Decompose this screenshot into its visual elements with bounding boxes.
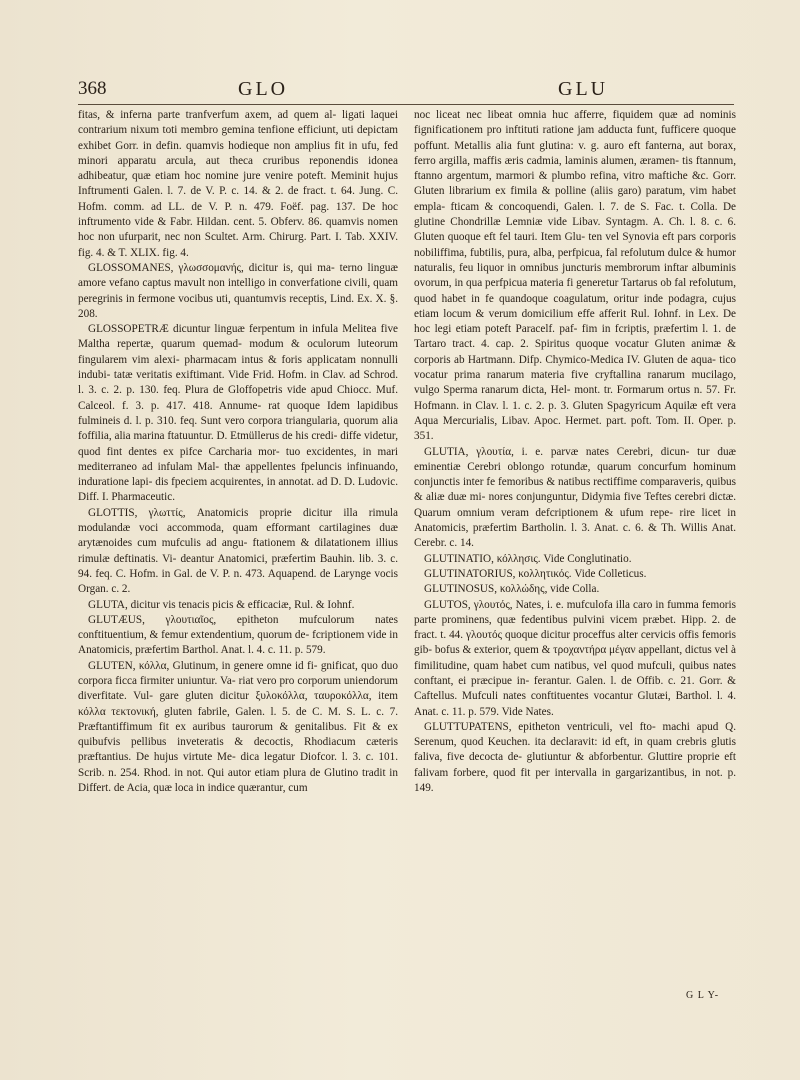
page-number: 368	[78, 78, 107, 99]
header-rule	[78, 104, 734, 105]
entry-paragraph: fitas, & inferna parte tranfverfum axem, ad quem al- ligati laquei contrarium nixum toti membro gemina tenfione efficiunt, uti depictam exhibet Gorr. in defin. quamvis hodieque non amplius fit in ufu, fed minori apparatu arcula, aut theca cruribus reponendis idonea adhibeatur, quæ etiam hoc nomine jure venire poteft. Meminit hujus Inftrumenti Galen. l. 7. de V. P. c. 14. & 2. de fract. t. 64. Jung. C. Hofm. comm. ad LL. de V. P. n. 479. Foëf. pag. 137. De hoc inftrumento vide & Fabr. Hildan. cent. 5. Obferv. 86. quamvis nomen hoc non ufurparit, nec non Scultet. Arm. Chirurg. Part. I. Tab. XXIV. fig. 4. & T. XLIX. fig. 4.	[78, 109, 398, 259]
entry-glutos: GLUTOS, γλουτός, Nates, i. e. mufculofa illa caro in fumma femoris parte prominens, quæ fedentibus pulvini vicem præbet. Hipp. 2. de fract. t. 44. γλουτός quoque dicitur proceffus alter cervicis offis femoris gib- bofus & exterior, quem & τροχαντήρα μέγαν appellant, dictus vel à fimilitudine, quam habet cum natibus, vel quod mufculi, quibus nates conftant, ei præcipue in- ferantur. Galen. l. de Offib. c. 21. Gorr. & Caftellus. Mufculi nates conftituentes vocantur Glutæi, Barthol. l. 4. Anat. c. 11. p. 579. Vide Nates.	[414, 598, 736, 718]
entry-glutinosus: GLUTINOSUS, κολλώδης, vide Colla.	[424, 583, 600, 596]
entry-gluten: GLUTEN, κόλλα, Glutinum, in genere omne id fi- gnificat, quo duo corpora ficca firmiter uniuntur. Va- riat vero pro corporum uniendorum diverfitate. Vul- gare gluten dicitur ξυλοκόλλα, ταυροκόλλα, item κόλλα τεκτονική, gluten fabrile, Galen. l. 5. de C. M. S. L. c. 7. Præftantiffimum fit ex auribus taurorum & genitalibus. Fit & ex quibufvis pellibus inveteratis & decoctis, Rhodiacum cæteris præftantius. De hujus virtute Me- dica legatur Diofcor. l. 3. c. 101. Scrib. n. 254. Rhod. in not. Qui autor etiam plura de Glutino tradit in Differt. de Acia, quæ loca in indice quærantur, cum	[78, 659, 398, 795]
right-column	[414, 108, 736, 998]
entry-gluttupatens: GLUTTUPATENS, epitheton ventriculi, vel fto- machi apud Q. Serenum, quod Keuchen. ita declaravit: id eft, in quam crebris glutis faliva, five decocta de- glutiuntur & abforbentur. Gluttire proprie eft falivam forbere, quod fit per intervalla in gargarizantibus, in not. p. 149.	[414, 720, 736, 795]
entry-glossomanes: GLOSSOMANES, γλωσσομανής, dicitur is, qui ma- terno linguæ amore vefano captus mavult non intelligo in converfatione civili, quam peregrinis in fermone vocibus uti, quantumvis receptis, Lind. Ex. X. §. 208.	[78, 261, 398, 320]
right-running-head: GLU	[558, 78, 609, 100]
entry-glottis: GLOTTIS, γλωττίς, Anatomicis proprie dicitur illa rimula modulandæ voci accommoda, quam efformant cartilagines duæ arytænoides cum mufculis ad angu- ftationem & dilatationem illius rimulæ deftinatis. Vi- deantur Anatomici, præfertim Bauhin. lib. 3. c. 94. feq. C. Hofm. in Gal. de V. P. n. 473. Aquapend. de Larynge vocis Organ. c. 2.	[78, 506, 398, 596]
left-running-head: GLO	[238, 78, 289, 100]
left-column	[78, 108, 398, 998]
entry-paragraph: noc liceat nec libeat omnia huc afferre, fiquidem quæ ad nominis fignificationem pro inftituti ratione jam adducta funt, fufficere quoque poffunt. Metallis alia funt glutina: v. g. auro eft fanterna, aut borax, ferro argilla, maffis æris cadmia, laminis alumen, æramen- tis ftannum, ftanno argentum, marmori & plumbo refina, vitro maftiche &c. Gorr. Gluten librarium ex fimila & polline (aliis garo) paratum, vim habet empla- fticam & concoquendi, Galen. l. 7. de S. Fac. t. Colla. De glutine Chondrillæ Lemniæ vide Libav. Syntagm. A. Ch. l. 8. c. 6. Gluten quoque eft fel tauri. Item Glu- ten vel Synovia eft pars corporis nobiliffima, fubtilis, pura, alba, perfpicua, fal refolutum dulce & humor naturalis, feu liquor in omnibus juncturis membrorum inftar albuminis ovorum, in qua perfpicua materia fi generetur Tartarus ob fal refolutum, quod habet in fe quandoque coagulatum, oritur inde podagra, cujus etiam locum & verum domicilium effe afferit Rul. Iohnf. in Lex. De hoc legi etiam poteft Paracelf. paf- fim in fcriptis, præfertim l. 1. de Tartaro tract. 4. cap. 2. Spiritus quoque vocatur Gluten animæ & corporis ab Hartmann. Difp. Chymico-Medica IV. Gluten de aqua- tico vocatur prima ranarum materia five cryftallina ranarum mucilago, vulgo Sperma ranarum dicta, Hel- mont. tr. Formarum ortus n. 57. Fr. Hofmann. in Clav. l. 1. c. 2. p. 3. Gluten Spagyricum Aquilæ eft vera Aqua Mercurialis, Libav. Apoc. Hermet. part. poft. Tom. II. Oper. p. 351.	[414, 109, 736, 443]
entry-glutia: GLUTIA, γλουτία, i. e. parvæ nates Cerebri, dicun- tur duæ eminentiæ Cerebri oblongo rotundæ, quarum concurfum hominum conjunctis inter fe femoribus & natibus rectiffime comparaveris, quibus & aliæ duæ mi- nores conjunguntur, Didymia five Teftes cerebri dictæ. Quarum omnium veram defcriptionem & ufum repe- rire licet in Anatomicis, præfertim Bartholin. l. 3. Anat. c. 6. & Th. Willis Anat. Cerebr. c. 14.	[414, 445, 736, 550]
entry-gluta: GLUTA, dicitur vis tenacis picis & efficaciæ, Rul. & Iohnf.	[88, 598, 355, 611]
entry-glutaeus: GLUTÆUS, γλουτιαῖος, epitheton mufculorum nates conftituentium, & femur extendentium, quorum de- fcriptionem vide in Anatomicis, præfertim Barthol. Anat. l. 4. c. 11. p. 579.	[78, 613, 398, 657]
entry-glossopetrae: GLOSSOPETRÆ dicuntur linguæ ferpentum in infula Melitea five Maltha repertæ, quarum quemad- modum & oculorum luteorum fingularem vim alexi- pharmacam intus & foris applicatam nonnulli indubi- tatæ veritatis exiftimant. Vide Frid. Hofm. in Clav. ad Schrod. l. 3. c. 2. p. 130. feq. Plura de Gloffopetris vide apud Chiocc. Muf. Calceol. f. 3. p. 417. 418. Annume- rat quoque Idem lapidibus fulmineis d. l. p. 310. feq. Sunt vero corpora triangularia, quorum alia foffilia, alia marina ftatuuntur. D. Etmüllerus de his credi- diffe videtur, quod fint dentes ex pifce Carcharia mor- tuo excidentes, in mari mediterraneo ad infulam Mal- thæ appellentes fpeluncis infinuando, induratione lapi- dis fpeciem acquirentes, in annotat. ad D. D. Ludovic. Diff. I. Pharmaceutic.	[78, 323, 398, 504]
catchword: G L Y-	[686, 990, 720, 1001]
entry-glutinatio: GLUTINATIO, κόλλησις. Vide Conglutinatio.	[424, 552, 632, 565]
entry-glutinatorius: GLUTINATORIUS, κολλητικός. Vide Colleticus.	[424, 567, 647, 580]
